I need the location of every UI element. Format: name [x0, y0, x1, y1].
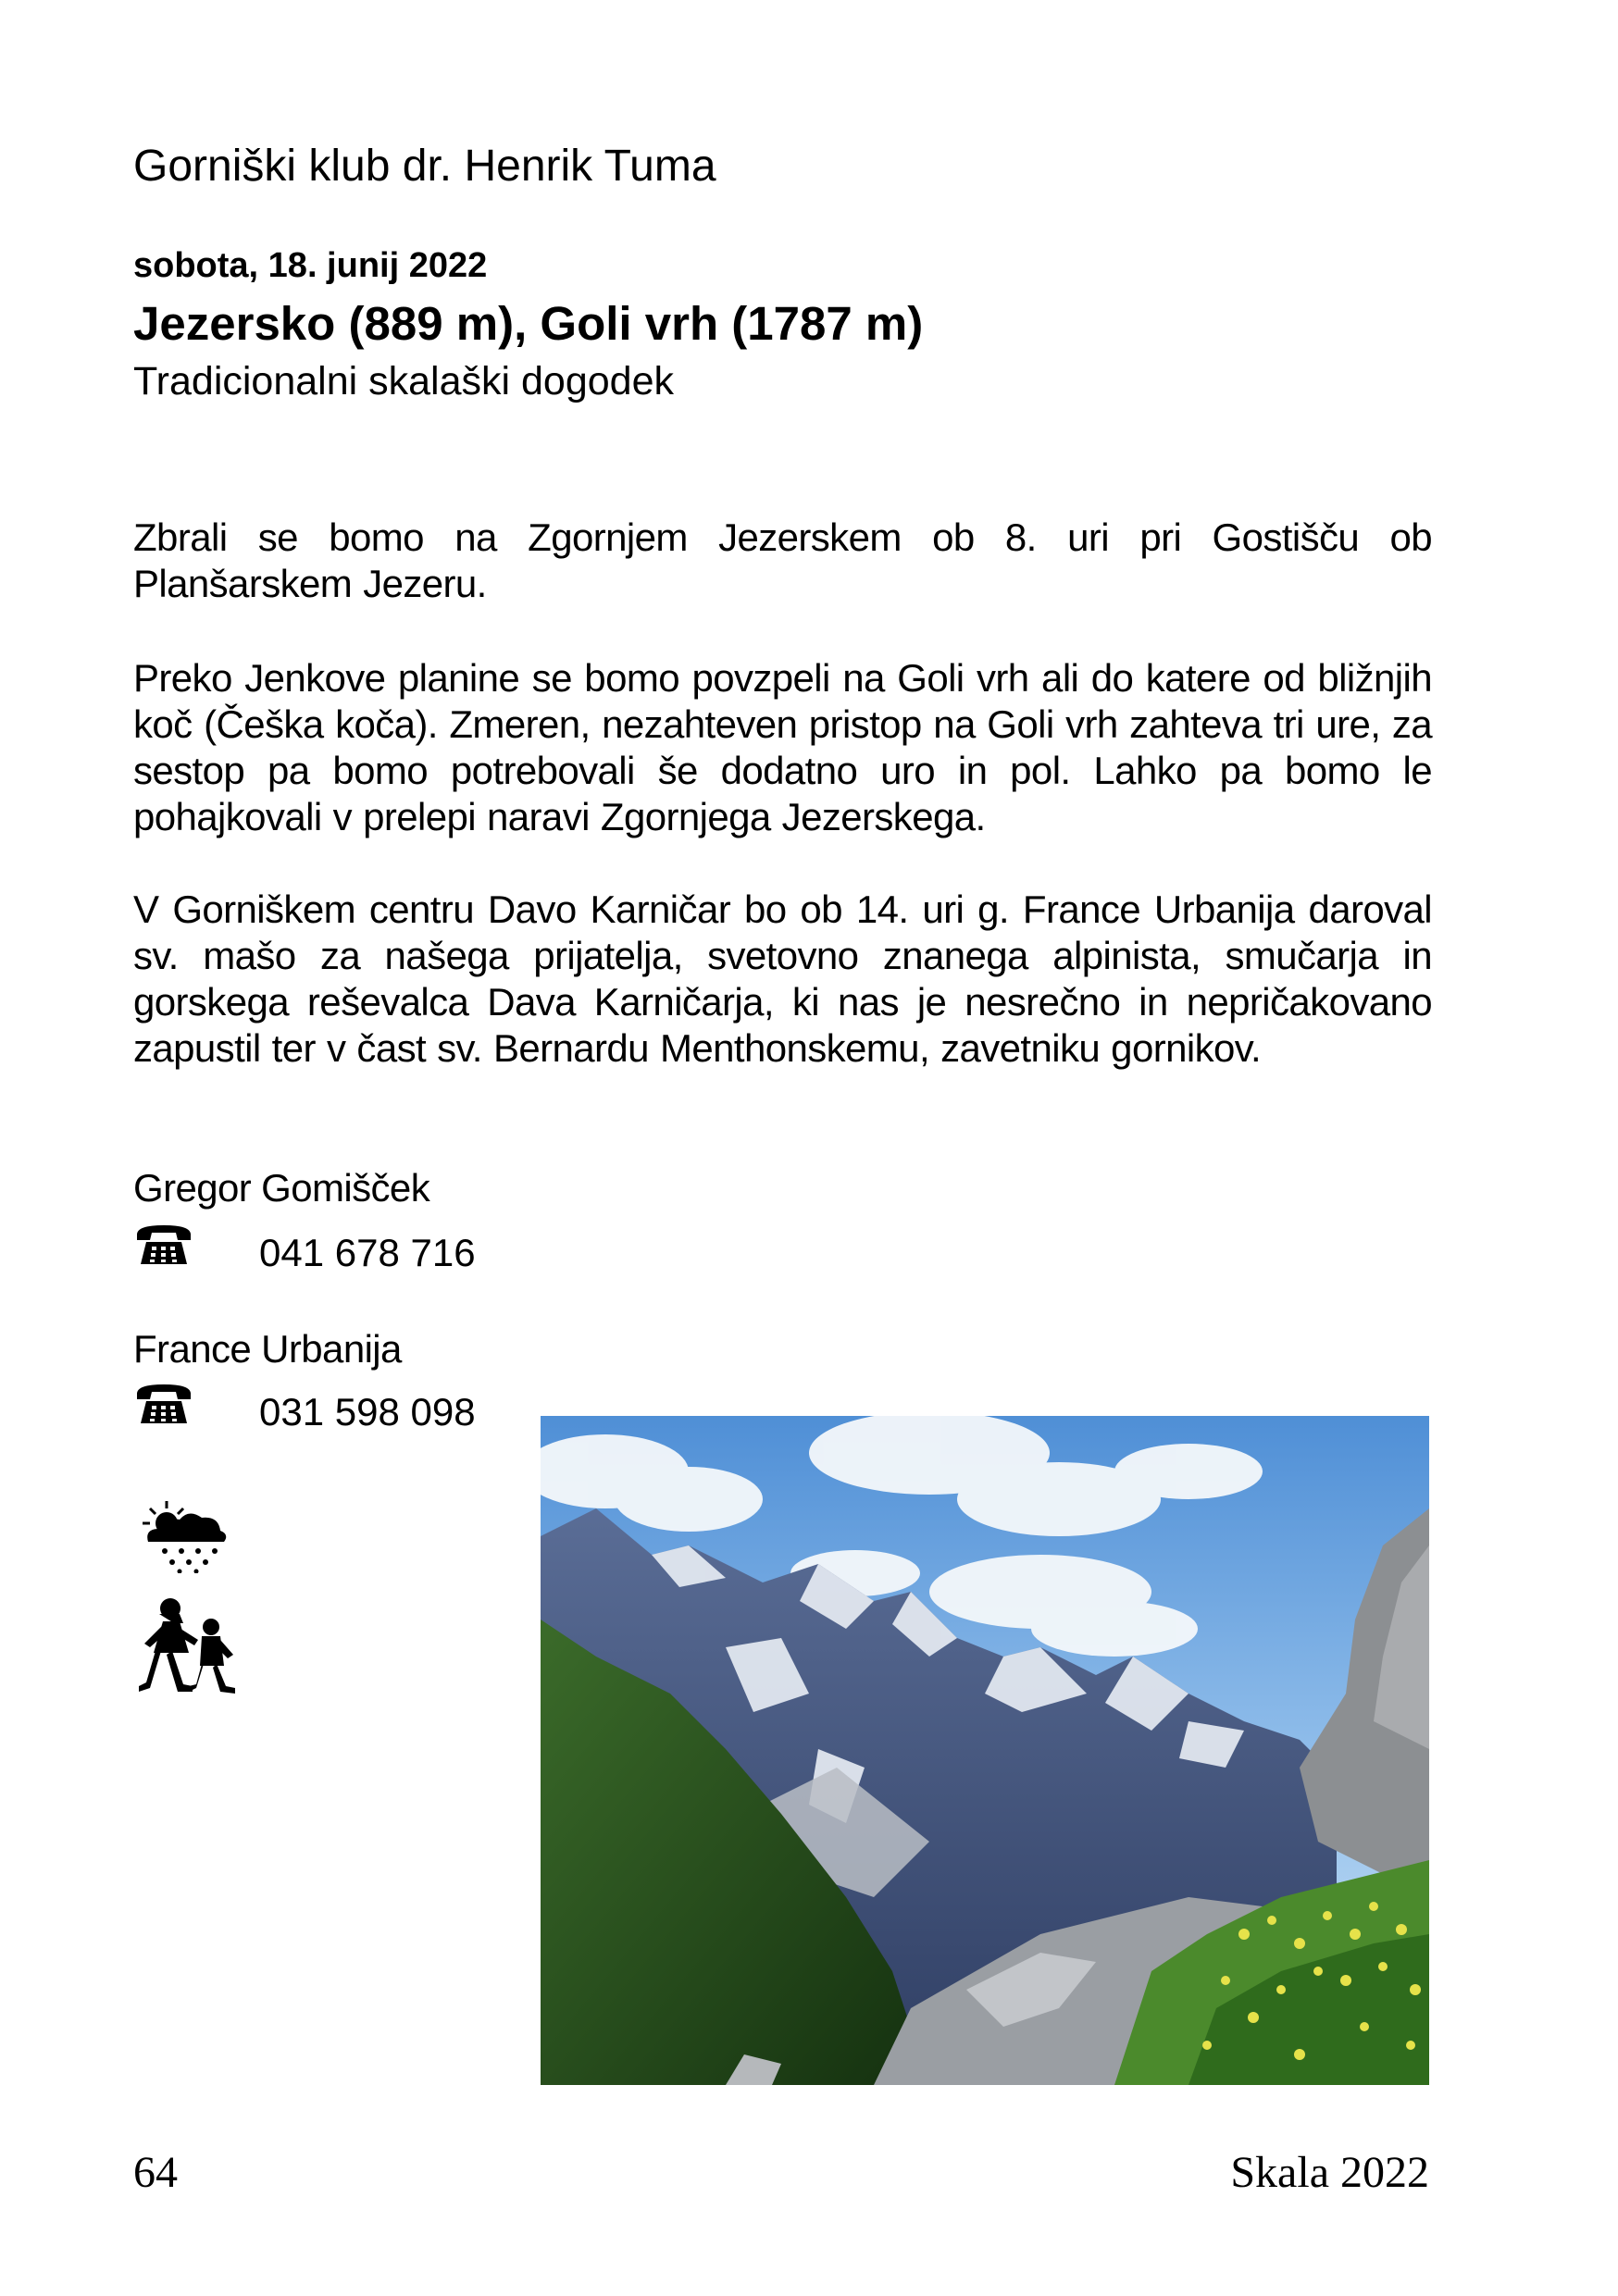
- paragraph-route: Preko Jenkove planine se bomo povzpeli na Goli vrh ali do katere od bližnjih koč (Češka koča). Zmeren, nezahteven pristop na Goli vrh zahteva tri ure, za sestop pa bomo potrebovali še dodatno uro in pol. Lahko pa bomo le pohajkovali v prelepi naravi Zgornjega Jezerskega.: [133, 656, 1432, 838]
- paragraph-mass: V Gorniškem centru Davo Karničar bo ob 14. uri g. France Urbanija daroval sv. mašo za našega prijatelja, svetovno znanega alpinista, smučarja in gorskega reševalca Dava Karničarja, ki nas je nesrečno in nepričakovano zapustil ter v čast sv. Bernardu Menthonskemu, zavetniku gornikov.: [133, 887, 1432, 1070]
- contact-phone: 041 678 716: [259, 1231, 476, 1274]
- event-title: Jezersko (889 m), Goli vrh (1787 m): [133, 297, 924, 350]
- mountain-photo: [541, 1416, 1429, 2085]
- publication-name: Skala 2022: [1230, 2148, 1429, 2197]
- weather-rain-sun-icon: [139, 1499, 231, 1573]
- event-subtitle: Tradicionalni skalaški dogodek: [133, 359, 675, 403]
- page-number: 64: [133, 2148, 178, 2197]
- adult-child-hikers-icon: [131, 1595, 246, 1697]
- telephone-icon: [133, 1222, 194, 1270]
- club-name: Gorniški klub dr. Henrik Tuma: [133, 142, 716, 191]
- paragraph-meeting: Zbrali se bomo na Zgornjem Jezerskem ob 8. uri pri Gostišču ob Planšarskem Jezeru.: [133, 515, 1432, 605]
- contact-phone: 031 598 098: [259, 1390, 476, 1433]
- mountain-landscape-image: [541, 1416, 1429, 2085]
- telephone-icon: [133, 1381, 194, 1429]
- event-date: sobota, 18. junij 2022: [133, 246, 488, 285]
- contact-name: Gregor Gomišček: [133, 1166, 430, 1210]
- contact-name: France Urbanija: [133, 1327, 402, 1371]
